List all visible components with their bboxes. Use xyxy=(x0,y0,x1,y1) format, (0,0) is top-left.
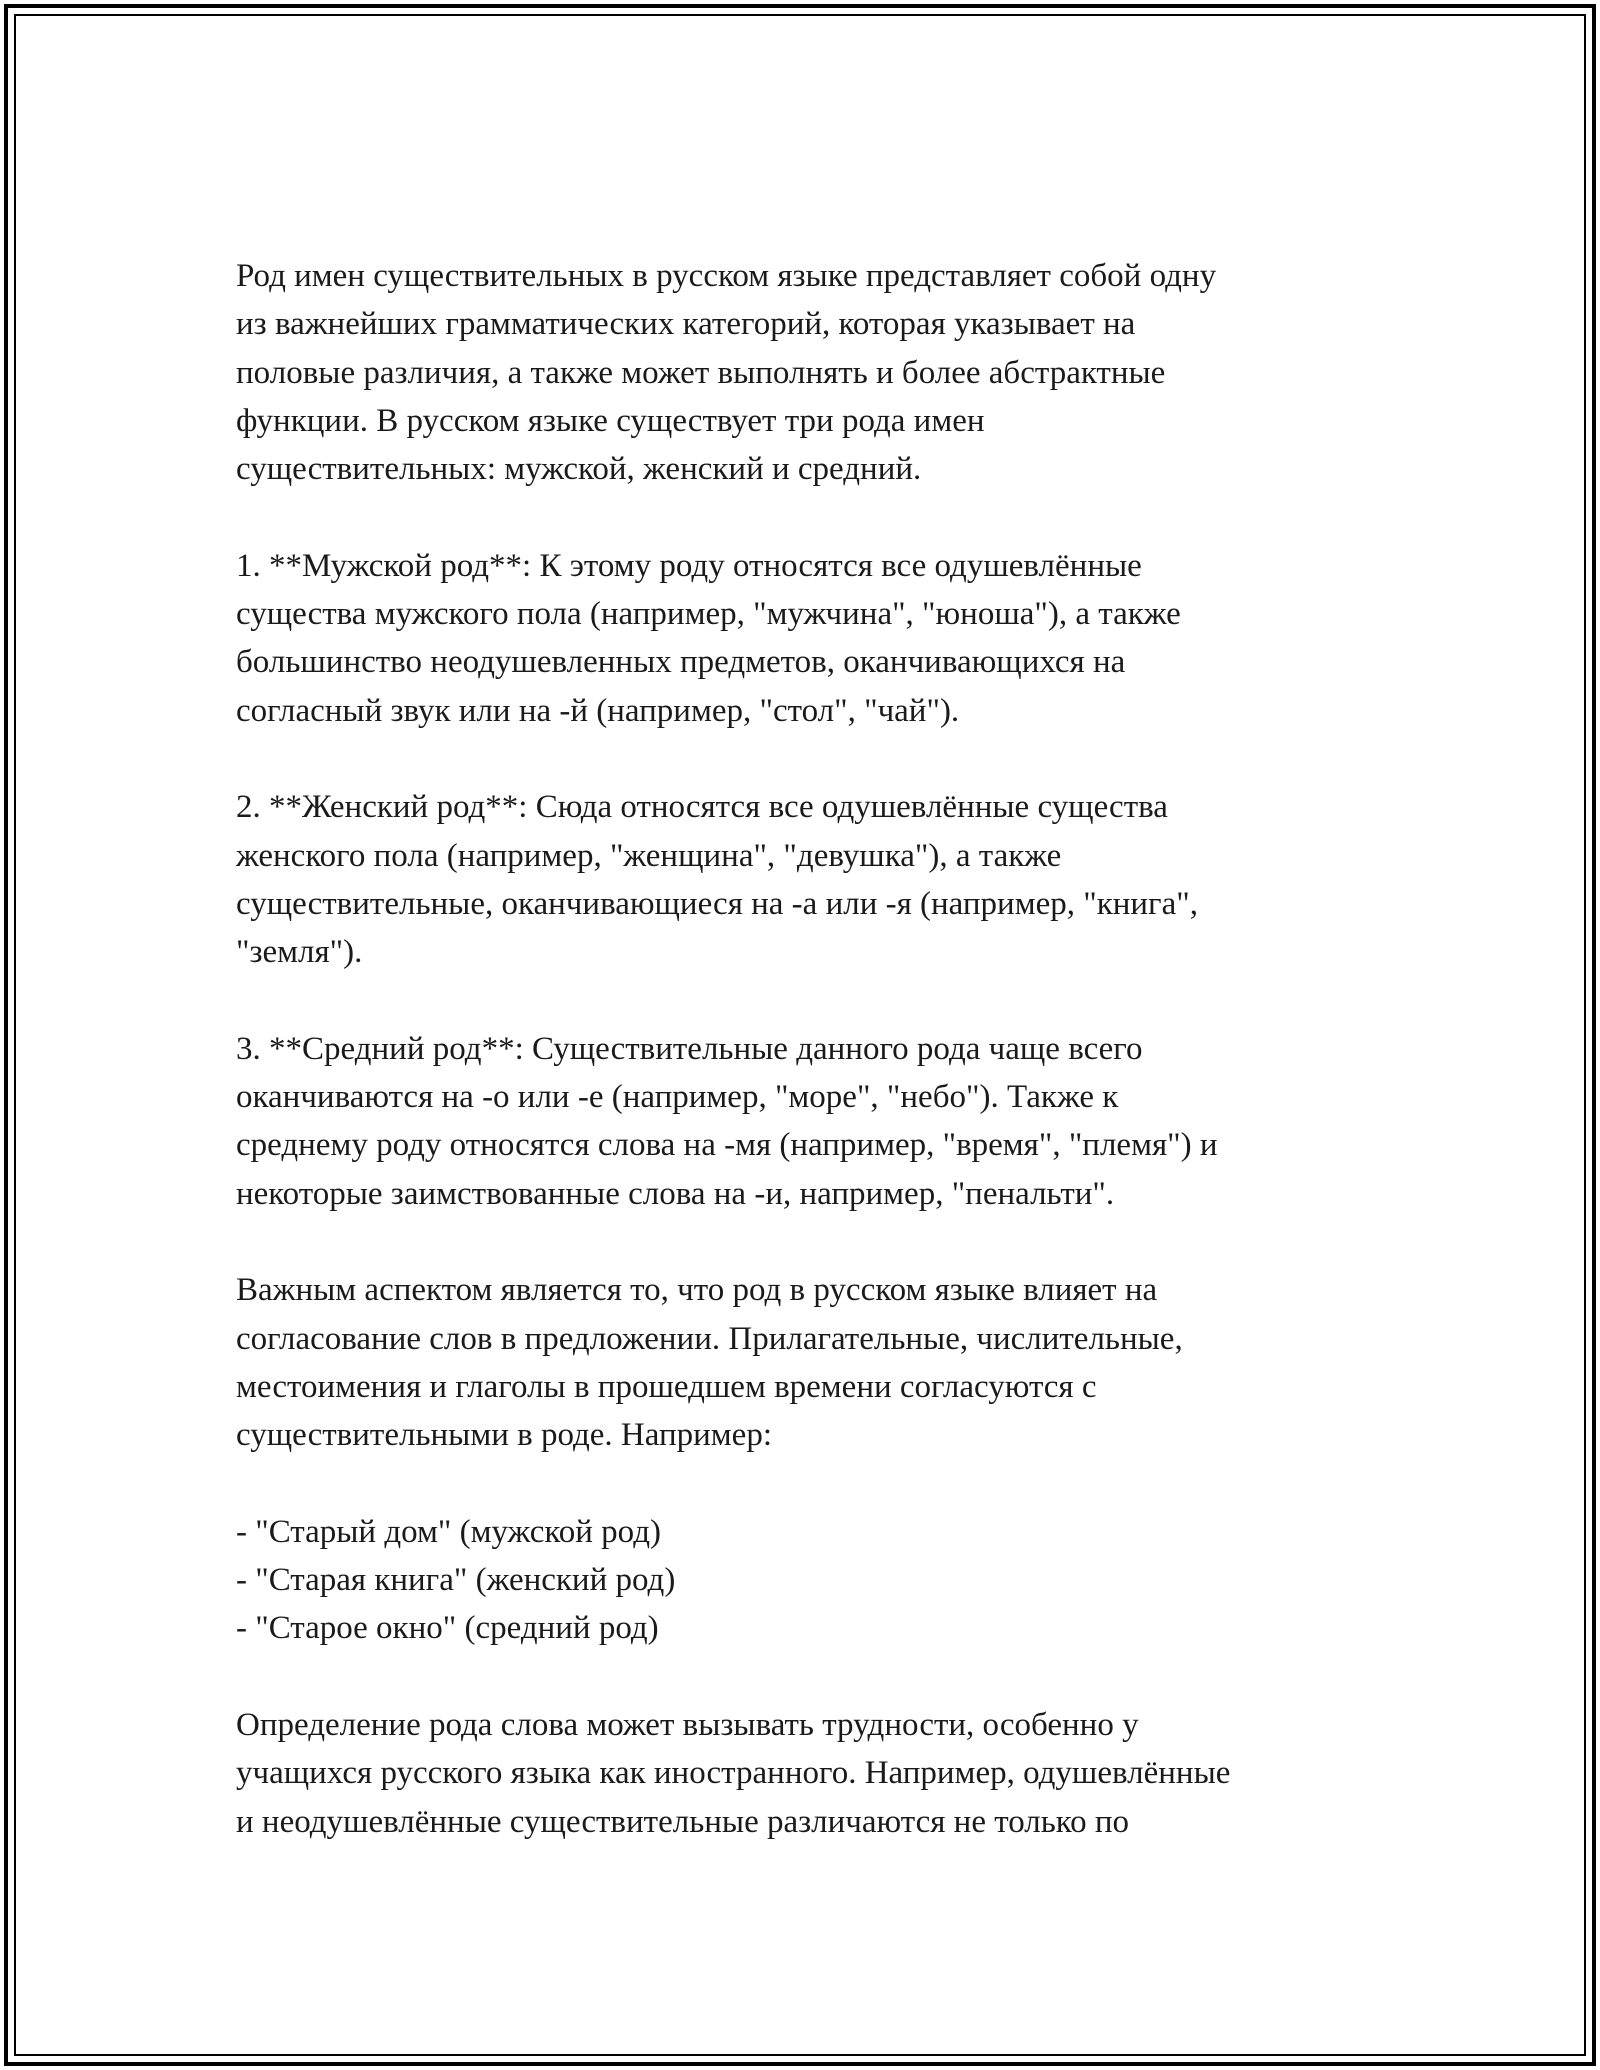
text-line: среднему роду относятся слова на -мя (например, "время", "племя") и xyxy=(236,1127,1218,1164)
text-line: существа мужского пола (например, "мужчина", "юноша"), а также xyxy=(236,596,1181,633)
text-line: местоимения и глаголы в прошедшем времени согласуются с xyxy=(236,1368,1097,1405)
text-line: из важнейших грамматических категорий, которая указывает на xyxy=(236,306,1136,343)
text-line: некоторые заимствованные слова на -и, например, "пенальти". xyxy=(236,1175,1115,1212)
paragraph-intro xyxy=(236,252,1376,493)
text-line: и неодушевлённые существительные различаются не только по xyxy=(236,1803,1130,1840)
text-line: существительные, оканчивающиеся на -а или -я (например, "книга", xyxy=(236,885,1198,922)
text-line: Важным аспектом является то, что род в русском языке влияет на xyxy=(236,1272,1158,1309)
text-line: Род имен существительных в русском языке представляет собой одну xyxy=(236,258,1217,294)
document-body xyxy=(236,252,1376,1846)
text-line: женского пола (например, "женщина", "девушка"), а также xyxy=(236,837,1062,874)
paragraph-agreement xyxy=(236,1266,1376,1459)
text-line: оканчиваются на -о или -е (например, "море", "небо"). Также к xyxy=(236,1079,1119,1116)
text-line: половые различия, а также может выполнять и более абстрактные xyxy=(236,354,1166,391)
text-line: учащихся русского языка как иностранного. Например, одушевлённые xyxy=(236,1755,1231,1792)
paragraph-feminine xyxy=(236,783,1376,976)
text-line: 3. **Средний род**: Существительные данного рода чаще всего xyxy=(236,1030,1143,1067)
text-line: согласный звук или на -й (например, "стол", "чай"). xyxy=(236,692,960,729)
text-line: большинство неодушевленных предметов, оканчивающихся на xyxy=(236,644,1126,681)
text-line: функции. В русском языке существует три рода имен xyxy=(236,402,985,439)
text-line: 2. **Женский род**: Сюда относятся все одушевлённые существа xyxy=(236,789,1168,826)
text-line: существительных: мужской, женский и средний. xyxy=(236,451,922,488)
examples-list xyxy=(236,1508,1376,1653)
text-line: 1. **Мужской род**: К этому роду относятся все одушевлённые xyxy=(236,547,1142,584)
list-item: - "Старый дом" (мужской род) xyxy=(236,1513,661,1550)
text-line: "земля"). xyxy=(236,934,363,971)
paragraph-closing xyxy=(236,1701,1376,1846)
text-line: согласование слов в предложении. Прилагательные, числительные, xyxy=(236,1320,1183,1357)
paragraph-neuter xyxy=(236,1025,1376,1218)
list-item: - "Старая книга" (женский род) xyxy=(236,1562,676,1599)
text-line: Определение рода слова может вызывать трудности, особенно у xyxy=(236,1706,1139,1743)
text-line: существительными в роде. Например: xyxy=(236,1417,772,1454)
paragraph-masculine xyxy=(236,542,1376,735)
list-item: - "Старое окно" (средний род) xyxy=(236,1610,659,1647)
